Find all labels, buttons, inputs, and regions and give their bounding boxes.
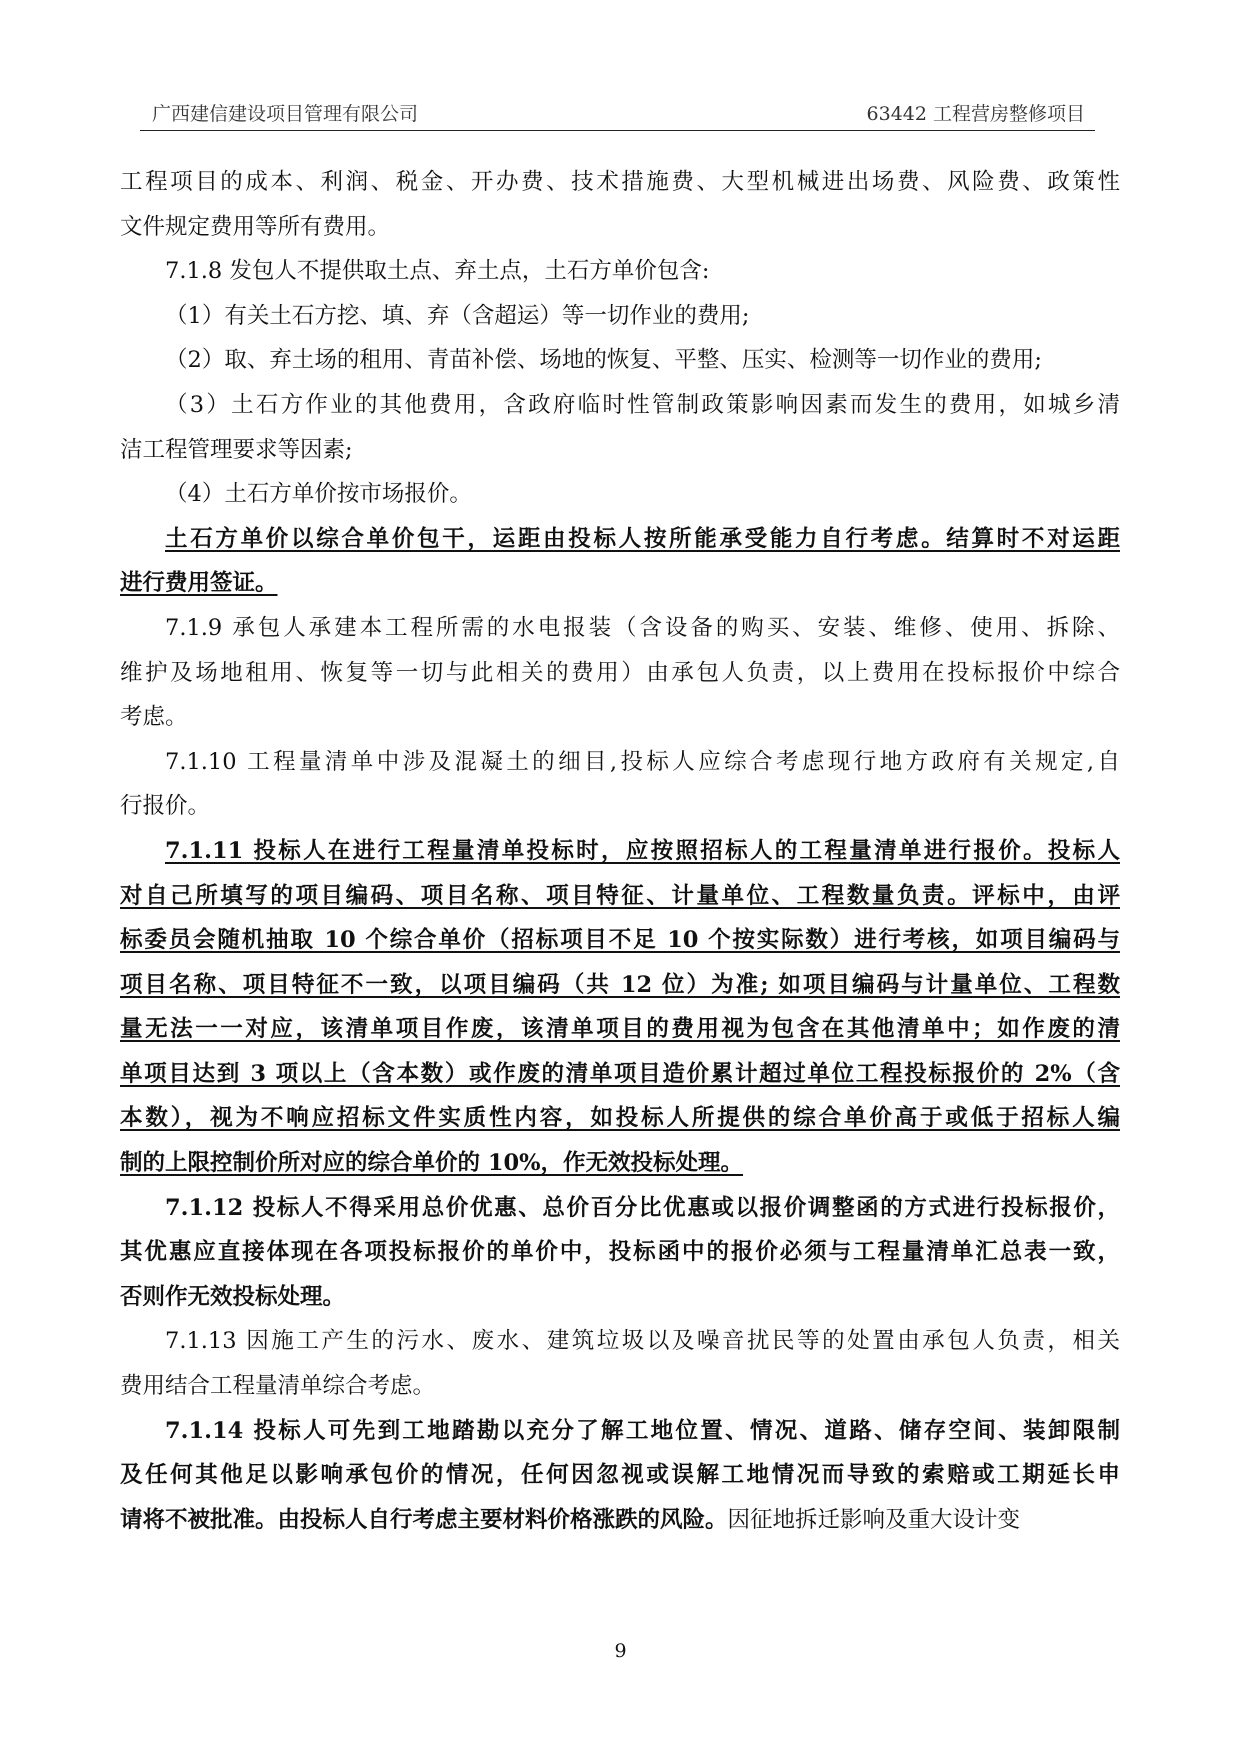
text-line: [120, 1007, 1120, 1052]
text-line: [120, 517, 1120, 562]
text-line: [120, 472, 1120, 517]
text-line: [120, 695, 1120, 740]
text-run: （2）取、弃土场的租用、青苗补偿、场地的恢复、平整、压实、检测等一切作业的费用;: [165, 347, 1042, 374]
document-body: [120, 160, 1120, 1542]
page-header: [140, 100, 1095, 131]
text-line: [120, 205, 1120, 250]
text-line: [120, 383, 1120, 428]
text-run: 7.1.9 承包人承建本工程所需的水电报装（含设备的购买、安装、维修、使用、拆除、: [165, 614, 1120, 641]
text-run: （4）土石方单价按市场报价。: [165, 481, 472, 508]
text-line: [120, 1364, 1120, 1409]
text-run: 费用结合工程量清单综合考虑。: [120, 1373, 436, 1400]
text-run: 土石方单价以综合单价包干，运距由投标人按所能承受能力自行考虑。结算时不对运距: [165, 525, 1120, 552]
text-run: 及任何其他足以影响承包价的情况，任何因忽视或误解工地情况而导致的索赔或工期延长申: [120, 1462, 1120, 1489]
text-line: [120, 338, 1120, 383]
text-run: 7.1.12 投标人不得采用总价优惠、总价百分比优惠或以报价调整函的方式进行投标报价，: [165, 1194, 1120, 1221]
header-project: 63442 工程营房整修项目: [866, 103, 1085, 125]
text-run: （3）土石方作业的其他费用，含政府临时性管制政策影响因素而发生的费用，如城乡清: [165, 391, 1120, 418]
text-line: [120, 249, 1120, 294]
text-line: [120, 1453, 1120, 1498]
text-line: [120, 1275, 1120, 1320]
text-run: 7.1.14 投标人可先到工地踏勘以充分了解工地位置、情况、道路、储存空间、装卸限制: [165, 1417, 1120, 1444]
text-line: [120, 829, 1120, 874]
text-line: [120, 1319, 1120, 1364]
text-run: 7.1.8 发包人不提供取土点、弃土点，土石方单价包含:: [165, 258, 710, 285]
text-line: [120, 1052, 1120, 1097]
text-run: 项目名称、项目特征不一致，以项目编码（共 12 位）为准; 如项目编码与计量单位、工程数: [120, 971, 1120, 998]
text-run: 文件规定费用等所有费用。: [120, 213, 391, 240]
text-line: [120, 428, 1120, 473]
text-line: [120, 160, 1120, 205]
text-line: [120, 740, 1120, 785]
header-company: 广西建信建设项目管理有限公司: [152, 103, 419, 125]
text-run: 7.1.11 投标人在进行工程量清单投标时，应按照招标人的工程量清单进行报价。投标人: [165, 837, 1120, 864]
text-run: （1）有关土石方挖、填、弃（含超运）等一切作业的费用;: [165, 302, 750, 329]
text-line: [120, 1186, 1120, 1231]
page-number: 9: [614, 1640, 627, 1662]
text-run: 单项目达到 3 项以上（含本数）或作废的清单项目造价累计超过单位工程投标报价的 2%（含: [120, 1060, 1120, 1087]
text-line: [120, 918, 1120, 963]
text-run: 量无法一一对应，该清单项目作废，该清单项目的费用视为包含在其他清单中；如作废的清: [120, 1016, 1120, 1043]
text-run: 进行费用签证。: [120, 570, 278, 597]
text-run: 否则作无效投标处理。: [120, 1283, 346, 1310]
text-run: 洁工程管理要求等因素;: [120, 436, 353, 463]
text-run: 其优惠应直接体现在各项投标报价的单价中，投标函中的报价必须与工程量清单汇总表一致，: [120, 1239, 1120, 1266]
text-line: [120, 963, 1120, 1008]
text-run: 本数），视为不响应招标文件实质性内容，如投标人所提供的综合单价高于或低于招标人编: [120, 1105, 1120, 1132]
text-run: 请将不被批准。由投标人自行考虑主要材料价格涨跌的风险。: [120, 1506, 728, 1533]
text-run: 对自己所填写的项目编码、项目名称、项目特征、计量单位、工程数量负责。评标中，由评: [120, 882, 1120, 909]
text-run: 维护及场地租用、恢复等一切与此相关的费用）由承包人负责，以上费用在投标报价中综合: [120, 659, 1120, 686]
text-run: 制的上限控制价所对应的综合单价的 10%，作无效投标处理。: [120, 1150, 744, 1177]
text-line: [120, 1230, 1120, 1275]
text-line: [120, 294, 1120, 339]
text-line: [120, 1498, 1120, 1543]
text-line: [120, 1409, 1120, 1454]
text-run-tail: 因征地拆迁影响及重大设计变: [727, 1506, 1021, 1533]
text-line: [120, 784, 1120, 829]
text-line: [120, 1096, 1120, 1141]
text-run: 标委员会随机抽取 10 个综合单价（招标项目不足 10 个按实际数）进行考核，如项目编码与: [120, 927, 1120, 954]
text-run: 考虑。: [120, 704, 188, 731]
text-run: 7.1.13 因施工产生的污水、废水、建筑垃圾以及噪音扰民等的处置由承包人负责，相关: [165, 1328, 1120, 1355]
text-line: [120, 606, 1120, 651]
text-run: 行报价。: [120, 793, 211, 820]
text-line: [120, 1141, 1120, 1186]
text-run: 工程项目的成本、利润、税金、开办费、技术措施费、大型机械进出场费、风险费、政策性: [120, 169, 1120, 195]
text-line: [120, 561, 1120, 606]
text-line: [120, 651, 1120, 696]
text-run: 7.1.10 工程量清单中涉及混凝土的细目,投标人应综合考虑现行地方政府有关规定,自: [165, 748, 1120, 775]
text-line: [120, 874, 1120, 919]
